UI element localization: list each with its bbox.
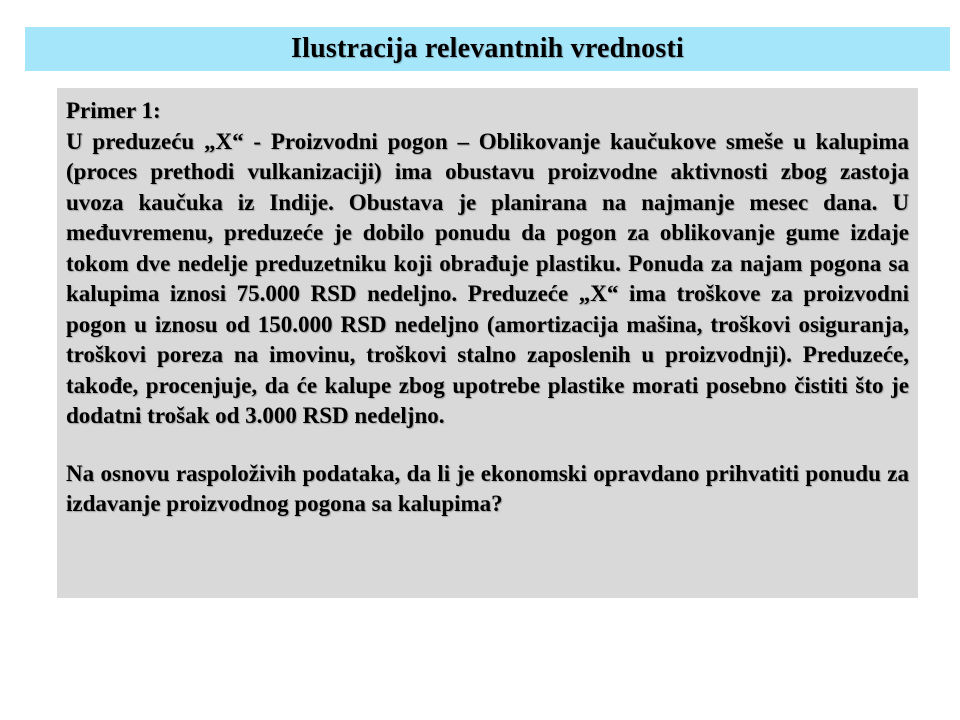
slide-title: Ilustracija relevantnih vrednosti <box>291 33 684 64</box>
example-heading: Primer 1: <box>66 98 161 123</box>
example-content-box <box>57 88 918 598</box>
example-body-text: U preduzeću „X“ - Proizvodni pogon – Oblikovanje kaučukove smeše u kalupima (proces prethodi vulkanizaciji) ima obustavu proizvodne aktivnosti zbog zastoja uvoza kaučuka iz Indije. Obustava je planirana na najmanje mesec dana. U međuvremenu, preduzeće je dobilo ponudu da pogon za oblikovanje gume izdaje tokom dve nedelje preduzetniku koji obrađuje plastiku. Ponuda za najam pogona sa kalupima iznosi 75.000 RSD nedeljno. Preduzeće „X“ ima troškove za proizvodni pogon u iznosu od 150.000 RSD nedeljno (amortizacija mašina, troškovi osiguranja, troškovi poreza na imovinu, troškovi stalno zaposlenih u proizvodnji). Preduzeće, takođe, procenjuje, da će kalupe zbog upotrebe plastike morati posebno čistiti što je dodatni trošak od 3.000 RSD nedeljno. <box>66 128 909 428</box>
example-question-text: Na osnovu raspoloživih podataka, da li je ekonomski opravdano prihvatiti ponudu za izdavanje proizvodnog pogona sa kalupima? <box>66 460 909 516</box>
title-banner <box>25 27 950 71</box>
